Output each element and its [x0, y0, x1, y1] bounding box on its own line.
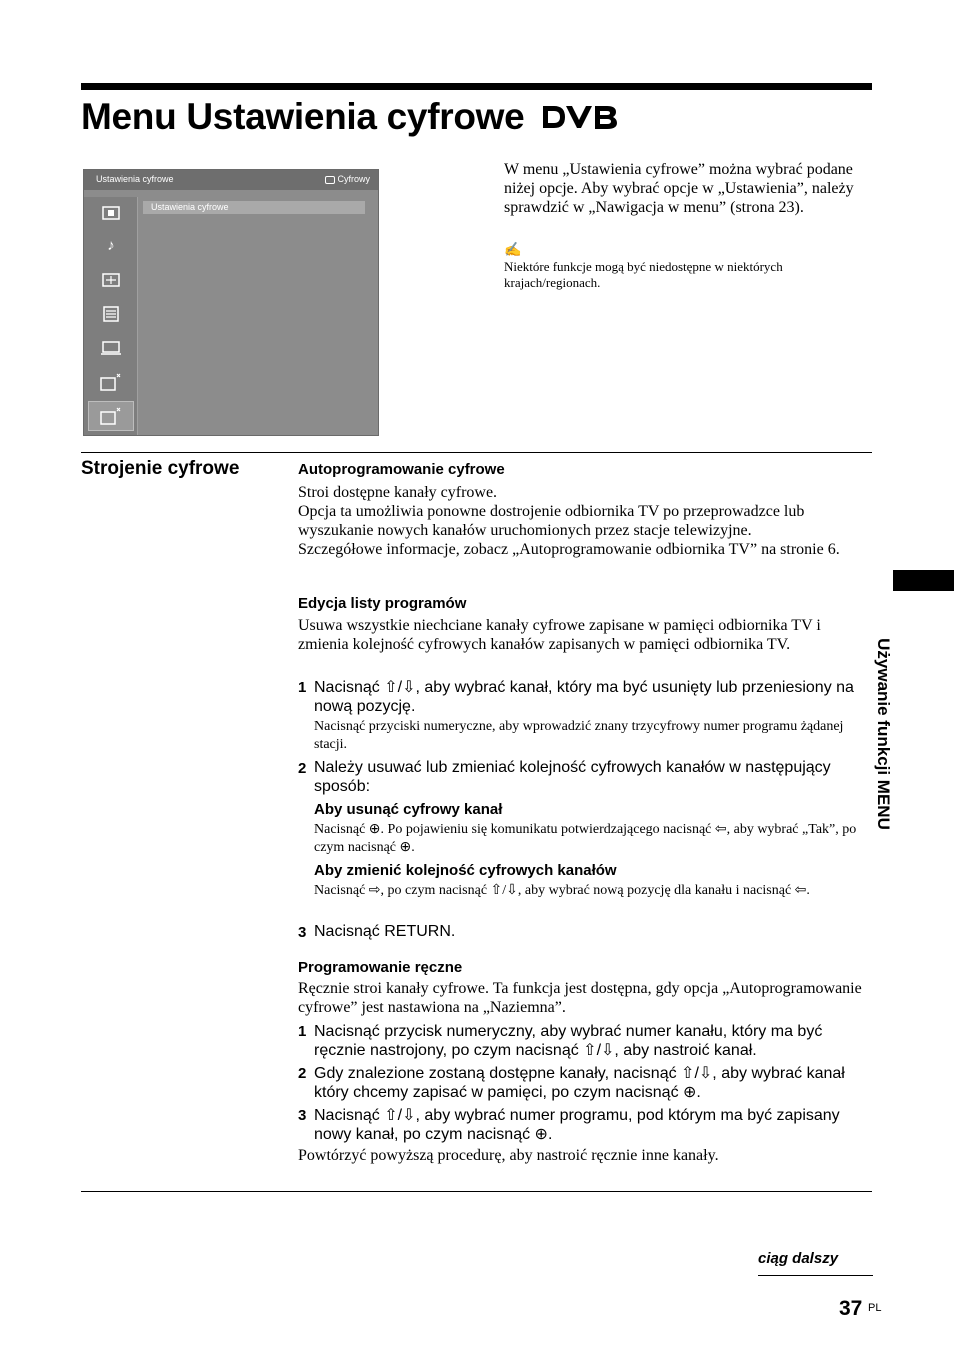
tv-menu-header [84, 170, 378, 190]
note-icon: ✍ [504, 243, 522, 258]
edit-step-3: Nacisnąć RETURN. [314, 923, 456, 940]
top-rule [81, 83, 872, 90]
dvb-logo [540, 103, 622, 136]
tv-menu-source [325, 174, 370, 184]
edit-step-2-number: 2 [298, 760, 307, 777]
manual-intro: Ręcznie stroi kanały cyfrowe. Ta funkcja jest dostępna, gdy opcja „Autoprogramowanie cyfrowe” jest nastawiona na „Naziemna”. [298, 980, 862, 1016]
picture-icon [88, 198, 134, 228]
pc-icon [88, 333, 134, 363]
manual-step-3: Nacisnąć ⇧/⇩, aby wybrać numer programu, pod którym ma być zapisany nowy kanał, po czym nacisnąć ⊕. [314, 1107, 840, 1143]
continued-rule [758, 1275, 873, 1276]
bottom-rule [81, 1191, 872, 1192]
edit-step-1: Nacisnąć ⇧/⇩, aby wybrać kanał, który ma być usunięty lub przeniesiony na nową pozycję. [314, 679, 854, 715]
manual-step-1-number: 1 [298, 1023, 307, 1040]
manual-heading: Programowanie ręczne [298, 959, 463, 976]
section-rule [81, 452, 872, 453]
input-icon [325, 176, 335, 184]
tv-menu-source-label: Cyfrowy [337, 174, 370, 184]
delete-heading: Aby usunąć cyfrowy kanał [314, 801, 503, 818]
section-title: Strojenie cyfrowe [81, 458, 240, 479]
manual-step-2-number: 2 [298, 1065, 307, 1082]
tv-menu-sidebar [84, 197, 138, 435]
manual-step-3-number: 3 [298, 1107, 307, 1124]
edit-step-3-number: 3 [298, 924, 307, 941]
manual-step-1: Nacisnąć przycisk numeryczny, aby wybrać numer kanału, który ma być ręcznie nastrojony, po czym nacisnąć ⇧/⇩, aby nastroić kanał. [314, 1023, 823, 1059]
reorder-heading: Aby zmienić kolejność cyfrowych kanałów [314, 862, 617, 879]
analog-setup-icon [88, 367, 134, 397]
edit-step-2: Należy usuwać lub zmieniać kolejność cyfrowych kanałów w następujący sposób: [314, 759, 831, 795]
page-title: Menu Ustawienia cyfrowe [81, 96, 525, 137]
side-section-label: Używanie funkcji MENU [874, 638, 893, 830]
edit-step-1-number: 1 [298, 679, 307, 696]
features-icon [88, 299, 134, 329]
note-text: Niektóre funkcje mogą być niedostępne w niektórych krajach/regionach. [504, 259, 783, 290]
intro-text: W menu „Ustawienia cyfrowe” można wybrać podane niżej opcje. Aby wybrać opcje w „Ustawienia”, należy sprawdzić w „Nawigacja w menu” (strona 23). [504, 161, 854, 217]
digital-setup-icon [88, 401, 134, 431]
edit-step-1-note: Nacisnąć przyciski numeryczne, aby wprowadzić znany trzycyfrowy numer programu żądanej stacji. [314, 719, 844, 752]
sound-icon: ♪ [107, 237, 115, 254]
edit-heading: Edycja listy programów [298, 595, 467, 612]
side-tab-marker [893, 570, 954, 591]
reorder-text: Nacisnąć ⇨, po czym nacisnąć ⇧/⇩, aby wybrać nową pozycję dla kanału i nacisnąć ⇦. [314, 883, 810, 898]
auto-text-3: Szczegółowe informacje, zobacz „Autoprogramowanie odbiornika TV” na stronie 6. [298, 541, 840, 558]
continued-label: ciąg dalszy [758, 1250, 839, 1267]
delete-text: Nacisnąć ⊕. Po pojawieniu się komunikatu potwierdzającego nacisnąć ⇦, aby wybrać „Tak”, po czym nacisnąć ⊕. [314, 822, 857, 855]
tv-menu-selected-item [143, 201, 365, 214]
auto-heading: Autoprogramowanie cyfrowe [298, 461, 505, 478]
tv-menu-screenshot [83, 169, 379, 436]
tv-menu-selected-label: Ustawienia cyfrowe [151, 202, 229, 212]
manual-outro: Powtórzyć powyższą procedurę, aby nastroić ręcznie inne kanały. [298, 1147, 719, 1164]
tv-menu-title: Ustawienia cyfrowe [96, 174, 174, 184]
edit-intro: Usuwa wszystkie niechciane kanały cyfrowe zapisane w pamięci odbiornika TV i zmienia kolejność cyfrowych kanałów zapisanych w pamięci odbiornika TV. [298, 617, 821, 653]
page-number: 37 [839, 1297, 863, 1320]
page-language: PL [868, 1302, 882, 1314]
manual-step-2: Gdy znalezione zostaną dostępne kanały, nacisnąć ⇧/⇩, aby wybrać kanał który chcemy zapisać w pamięci, po czym nacisnąć ⊕. [314, 1065, 845, 1101]
auto-text-2: Opcja ta umożliwia ponowne dostrojenie odbiornika TV po przeprowadzce lub wyszukanie nowych kanałów uruchomionych przez stacje telewizyjne. [298, 503, 805, 539]
screen-icon [88, 265, 134, 295]
auto-text-1: Stroi dostępne kanały cyfrowe. [298, 484, 498, 501]
